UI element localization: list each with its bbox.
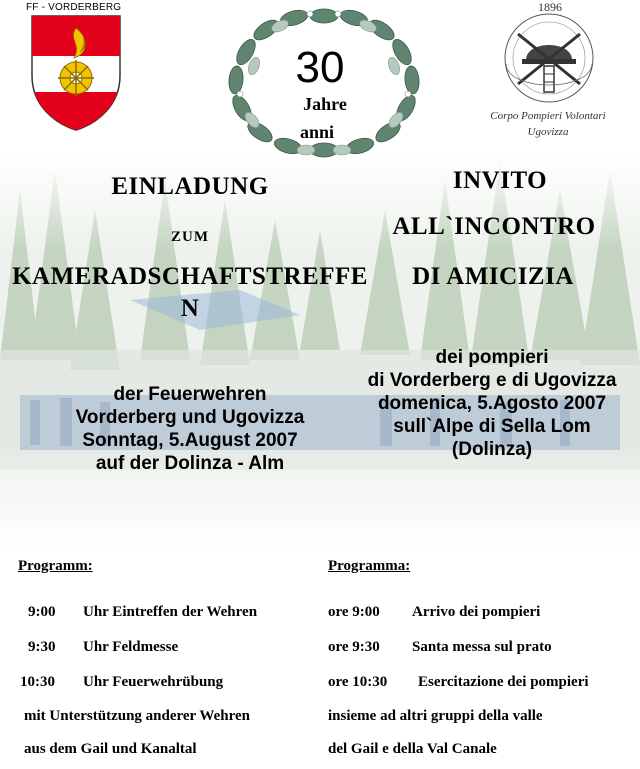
it-program-time: ore 9:30 xyxy=(328,639,380,655)
de-program-extra: aus dem Gail und Kanaltal xyxy=(24,741,197,757)
de-detail-line: Sonntag, 5.August 2007 xyxy=(82,430,298,451)
de-program-heading: Programm: xyxy=(18,558,93,574)
it-detail-line: (Dolinza) xyxy=(451,439,533,460)
de-detail-line: der Feuerwehren xyxy=(113,384,267,405)
it-detail-line: di Vorderberg e di Ugovizza xyxy=(367,370,617,391)
it-detail-line: domenica, 5.Agosto 2007 xyxy=(377,393,607,414)
it-program-text: Arrivo dei pompieri xyxy=(412,604,541,620)
de-program-text: Uhr Feldmesse xyxy=(83,639,179,655)
de-detail-line: auf der Dolinza - Alm xyxy=(95,453,285,474)
it-title-invito: INVITO xyxy=(452,167,548,194)
ugovizza-town-name: Ugovizza xyxy=(527,126,569,138)
anniversary-label-it: anni xyxy=(299,122,335,142)
de-program-row xyxy=(28,638,178,656)
it-event-details xyxy=(342,346,640,461)
de-program-text: Uhr Feuerwehrübung xyxy=(83,674,224,690)
it-program-time: ore 9:00 xyxy=(328,604,380,620)
de-title-kameradschaftstreffen: KAMERADSCHAFTSTREFFE xyxy=(12,263,368,290)
ugovizza-founding-year: 1896 xyxy=(538,0,562,14)
de-title-kameradschaftstreffen-end: N xyxy=(180,295,200,322)
it-program-row xyxy=(328,638,552,656)
vorderberg-crest-icon xyxy=(30,14,122,137)
anniversary-label-de: Jahre xyxy=(303,94,347,114)
it-program-time: ore 10:30 xyxy=(328,674,388,690)
it-detail-line: sull`Alpe di Sella Lom xyxy=(393,416,591,437)
it-title-amicizia: DI AMICIZIA xyxy=(412,263,574,290)
de-program-text: Uhr Eintreffen der Wehren xyxy=(83,604,258,620)
it-program-extra: insieme ad altri gruppi della valle xyxy=(328,708,543,724)
de-detail-line: Vorderberg und Ugovizza xyxy=(75,407,305,428)
de-title-zum: ZUM xyxy=(171,229,209,245)
de-program-extra: mit Unterstützung anderer Wehren xyxy=(24,708,250,724)
it-program-text: Santa messa sul prato xyxy=(412,639,552,655)
it-detail-line: dei pompieri xyxy=(435,347,549,368)
ugovizza-corps-name: Corpo Pompieri Volontari xyxy=(490,110,606,122)
it-program-heading: Programma: xyxy=(328,558,411,574)
ff-vorderberg-label: FF - VORDERBERG xyxy=(26,2,122,13)
it-program-row xyxy=(328,673,589,691)
de-program-time: 10:30 xyxy=(20,674,55,690)
de-title-einladung: EINLADUNG xyxy=(111,173,269,200)
anniversary-number: 30 xyxy=(295,43,345,92)
de-program-time: 9:00 xyxy=(28,604,56,620)
de-event-details xyxy=(40,383,340,475)
it-program-text: Esercitazione dei pompieri xyxy=(418,674,589,690)
ugovizza-emblem-icon xyxy=(484,4,614,113)
it-program-extra: del Gail e della Val Canale xyxy=(328,741,497,757)
it-title-incontro: ALL`INCONTRO xyxy=(392,213,596,240)
it-program-row xyxy=(328,603,540,621)
de-program-time: 9:30 xyxy=(28,639,56,655)
de-program-row xyxy=(28,603,257,621)
de-program-row xyxy=(20,673,223,691)
